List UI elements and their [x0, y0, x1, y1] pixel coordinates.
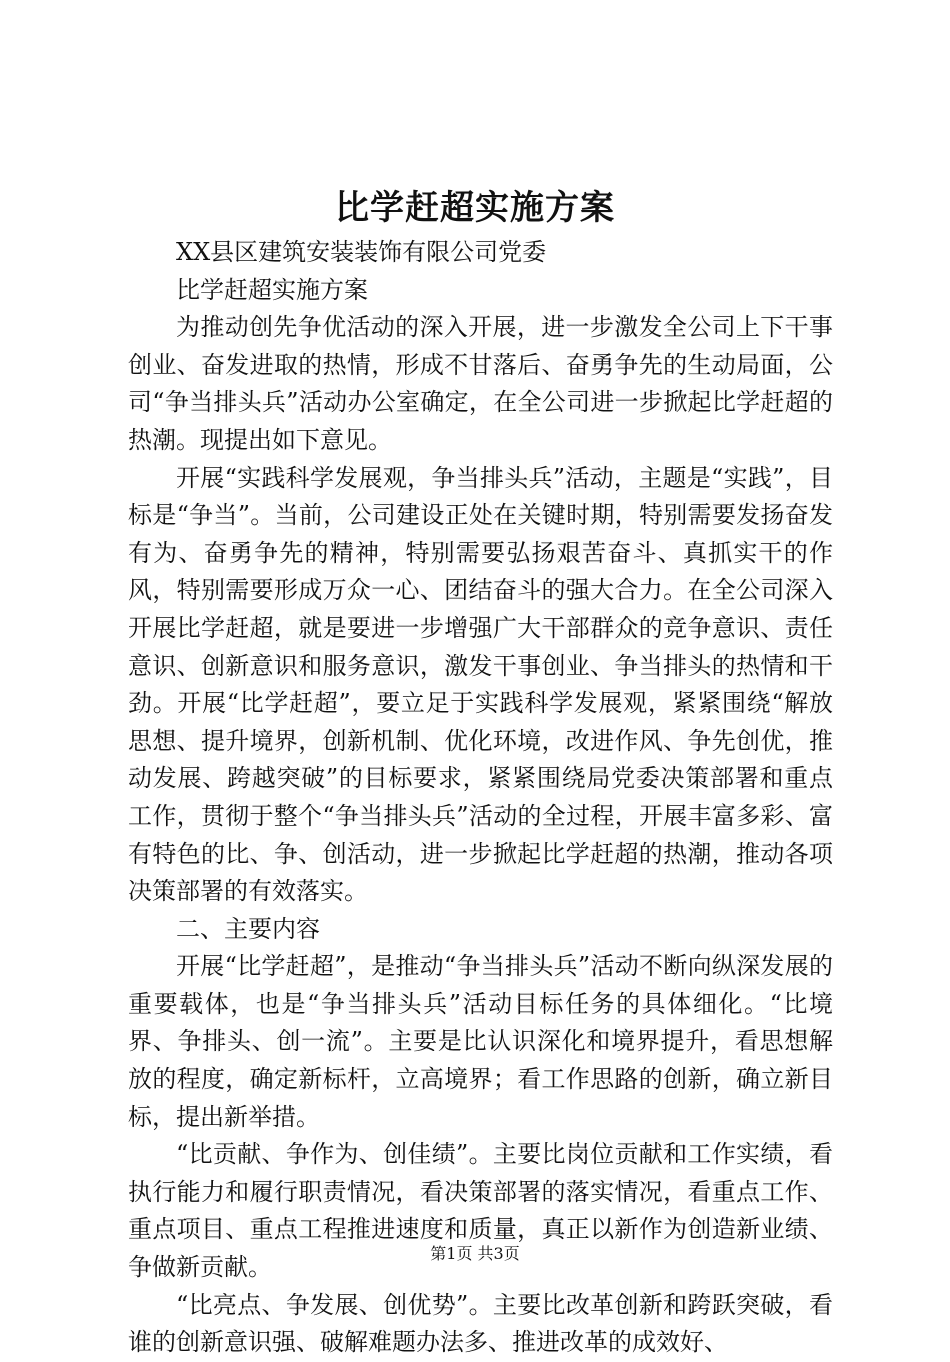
- document-body: [128, 234, 833, 1362]
- intro-paragraph: 为推动创先争优活动的深入开展，进一步激发全公司上下干事创业、奋发进取的热情，形成不甘落后、奋勇争先的生动局面，公司“争当排头兵”活动办公室确定，在全公司进一步掀起比学赶超的热潮。现提出如下意见。: [128, 313, 833, 454]
- content-paragraph-1: 开展“比学赶超”，是推动“争当排头兵”活动不断向纵深发展的重要载体，也是“争当排头兵”活动目标任务的具体细化。“比境界、争排头、创一流”。主要是比认识深化和境界提升，看思想解放的程度，确定新标杆，立高境界；看工作思路的创新，确立新目标，提出新举措。: [128, 952, 833, 1131]
- content-paragraph-2: “比贡献、争作为、创佳绩”。主要比岗位贡献和工作实绩，看执行能力和履行职责情况，看决策部署的落实情况，看重点工作、重点项目、重点工程推进速度和质量，真正以新作为创造新业绩、争做新贡献。: [128, 1140, 833, 1282]
- section-heading-main-content: 二、主要内容: [176, 914, 320, 943]
- subtitle-line: 比学赶超实施方案: [176, 275, 368, 304]
- page-footer: 第1页 共3页: [430, 1244, 520, 1263]
- content-paragraph-3: “比亮点、争发展、创优势”。主要比改革创新和跨跃突破，看谁的创新意识强、破解难题办法多、推进改革的成效好、: [128, 1290, 833, 1357]
- document-title: 比学赶超实施方案: [335, 188, 615, 228]
- theme-paragraph: 开展“实践科学发展观，争当排头兵”活动，主题是“实践”，目标是“争当”。当前，公司建设正处在关键时期，特别需要发扬奋发有为、奋勇争先的精神，特别需要弘扬艰苦奋斗、真抓实干的作风，特别需要形成万众一心、团结奋斗的强大合力。在全公司深入开展比学赶超，就是要进一步增强广大干部群众的竞争意识、责任意识、创新意识和服务意识，激发干事创业、争当排头的热情和干劲。开展“比学赶超”，要立足于实践科学发展观，紧紧围绕“解放思想、提升境界，创新机制、优化环境，改进作风、争先创优，推动发展、跨越突破”的目标要求，紧紧围绕局党委决策部署和重点工作，贯彻于整个“争当排头兵”活动的全过程，开展丰富多彩、富有特色的比、争、创活动，进一步掀起比学赶超的热潮，推动各项决策部署的有效落实。: [128, 463, 833, 906]
- org-name-line: XX县区建筑安装装饰有限公司党委: [176, 238, 547, 266]
